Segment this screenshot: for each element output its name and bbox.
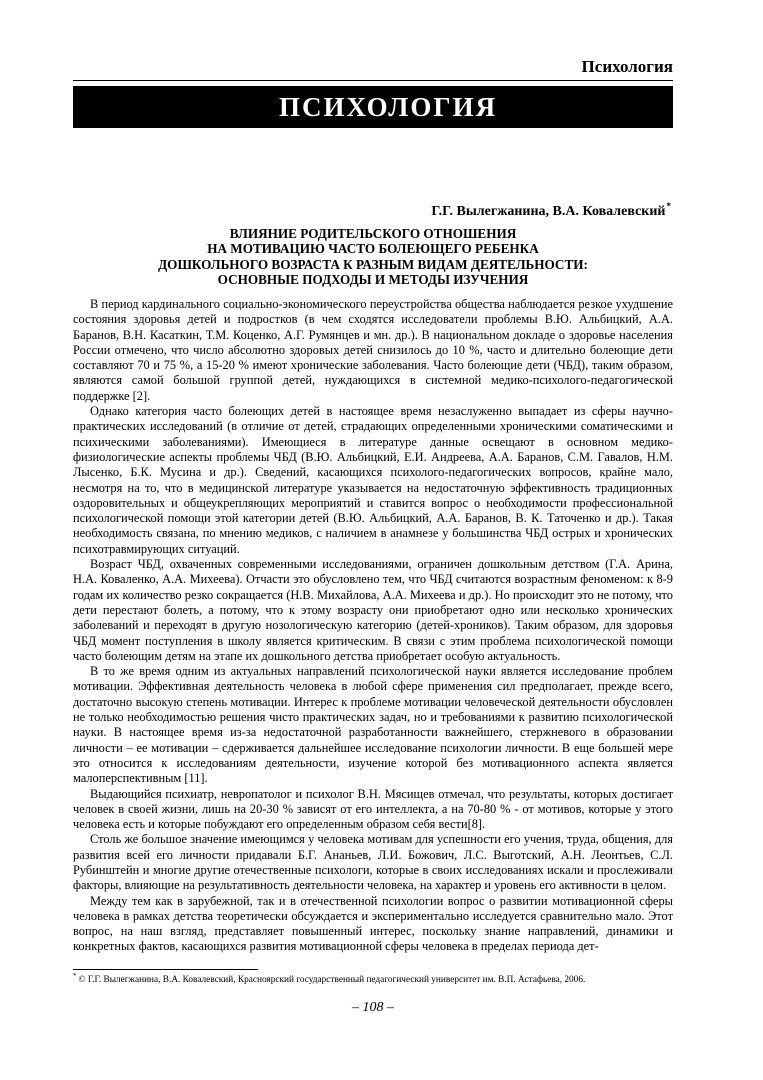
footnote-text: © Г.Г. Вылегжанина, В.А. Ковалевский, Красноярский государственный педагогический университет им. В.П. Астафьева, 2006. bbox=[78, 975, 586, 985]
body-paragraph: Выдающийся психиатр, невропатолог и психолог В.Н. Мясищев отмечал, что результаты, которых достигает человек в своей жизни, лишь на 20-30 % зависят от его интеллекта, а на 70-80 % - от мотивов, которые у этого человека есть и которые побуждают его определенным образом себя вести[8]. bbox=[73, 786, 673, 832]
footnote bbox=[73, 974, 673, 987]
body-paragraph: Столь же большое значение имеющимся у человека мотивам для успешности его учения, труда, общения, для развития всей его личности придавали Б.Г. Ананьев, Л.И. Божович, Л.С. Выготский, А.Н. Леонтьев, С.Л. Рубинштейн и многие другие отечественные психологи, которые в своих исследованиях искали и прослеживали факторы, влияющие на результативность деятельности человека, на характер и уровень его активности в целом. bbox=[73, 832, 673, 893]
body-paragraph: Между тем как в зарубежной, так и в отечественной психологии вопрос о развитии мотивационной сферы человека в рамках детства теоретически обсуждается и экспериментально исследуется сравнительно мало. Этот вопрос, на наш взгляд, представляет повышенный интерес, поскольку знание направлений, динамики и конкретных фактов, касающихся развития мотивационной сферы человека в пределах периода дет- bbox=[73, 893, 673, 954]
title-line: ВЛИЯНИЕ РОДИТЕЛЬСКОГО ОТНОШЕНИЯ bbox=[229, 226, 517, 241]
article-authors bbox=[73, 203, 671, 221]
title-line: ДОШКОЛЬНОГО ВОЗРАСТА К РАЗНЫМ ВИДАМ ДЕЯТЕЛЬНОСТИ: bbox=[158, 256, 588, 272]
body-paragraph: В период кардинального социально-экономического переустройства общества наблюдается резкое ухудшение состояния здоровья детей и подростков (в чем сходятся исследователи проблемы В.Ю. Альбицкий, А.А. Баранов, В.Н. Касаткин, Т.М. Коценко, А.Г. Румянцев и мн. др.). В национальном докладе о здоровье населения России отмечено, что число абсолютно здоровых детей снизилось до 10 %, часто и длительно болеющие дети составляют 70 и 75 %, а 15-20 % имеют хронические заболевания. Часто болеющие дети (ЧБД), таким образом, являются самой большой группой детей, нуждающихся в системной медико-психолого-педагогической поддержке [2]. bbox=[73, 297, 673, 403]
page-number: – 108 – bbox=[352, 1000, 394, 1015]
author-names: Г.Г. Вылегжанина, В.А. Ковалевский bbox=[431, 204, 666, 219]
title-line: НА МОТИВАЦИЮ ЧАСТО БОЛЕЮЩЕГО РЕБЕНКА bbox=[207, 241, 539, 257]
section-banner bbox=[73, 86, 673, 128]
body-paragraph: В то же время одним из актуальных направлений психологической науки является исследование проблем мотивации. Эффективная деятельность человека в любой сфере применения сил предполагает, прежде всего, достаточно высокую степень мотивации. Интерес к проблеме мотивации человеческой деятельности обусловлен не только необходимостью решения чисто практических задач, но и требованиями к развитию психологической науки. В настоящее время из-за недостаточной разработанности важнейшего, стержневого в образовании личности – ее мотивации – сдерживается дальнейшее исследование психологии личности. В еще большей мере это относится к исследованиям деятельности, изучение которой без мотивационного аспекта является малоперспективным [11]. bbox=[73, 664, 673, 786]
header-rule bbox=[73, 80, 673, 81]
running-title: Психология bbox=[581, 57, 673, 76]
footnote-mark: * bbox=[73, 972, 77, 980]
author-footnote-mark: * bbox=[666, 201, 671, 211]
body-paragraph: Однако категория часто болеющих детей в настоящее время незаслуженно выпадает из сферы научно-практических исследований (в отличие от детей, страдающих определенными хроническими соматическими и психическими заболеваниями). Имеющиеся в литературе данные освещают в основном медико-физиологические аспекты проблемы ЧБД (В.Ю. Альбицкий, Е.И. Андреева, А.А. Баранов, С.М. Гавалов, Н.М. Лысенко, Б.К. Мусина и др.). Сведений, касающихся психолого-педагогических вопросов, крайне мало, несмотря на то, что в медицинской литературе указывается на недостаточную эффективность традиционных оздоровительных и общеукрепляющих мероприятий и ставится вопрос о необходимости профессиональной психологической помощи этой категории детей (В.Ю. Альбицкий, А.А. Баранов, В. К. Таточенко и др.). Такая необходимость связана, по мнению медиков, с наличием в анамнезе у большинства ЧБД острых и хронических психотравмирующих ситуаций. bbox=[73, 404, 673, 556]
article-title bbox=[73, 226, 673, 287]
body-paragraph: Возраст ЧБД, охваченных современными исследованиями, ограничен дошкольным детством (Г.А. Арина, Н.А. Коваленко, А.А. Михеева). Отчасти это обусловлено тем, что ЧБД считаются возрастным феноменом: к 8-9 годам их количество резко сокращается (Н.В. Михайлова, А.А. Михеева и др.). Но происходит это не потому, что дети перестают болеть, а потому, что к этому возрасту они приобретают одно или несколько хронических заболеваний и переходят в другую нозологическую категорию (детей-хроников). Таким образом, для здоровья ЧБД момент поступления в школу является критическим. В связи с этим проблема психологической помощи часто болеющим детям на этапе их дошкольного детства приобретает особую актуальность. bbox=[73, 557, 673, 663]
footnote-rule bbox=[73, 969, 258, 970]
title-line: ОСНОВНЫЕ ПОДХОДЫ И МЕТОДЫ ИЗУЧЕНИЯ bbox=[217, 271, 529, 287]
section-banner-label: ПСИХОЛОГИЯ bbox=[279, 92, 498, 122]
article-body bbox=[73, 297, 673, 955]
